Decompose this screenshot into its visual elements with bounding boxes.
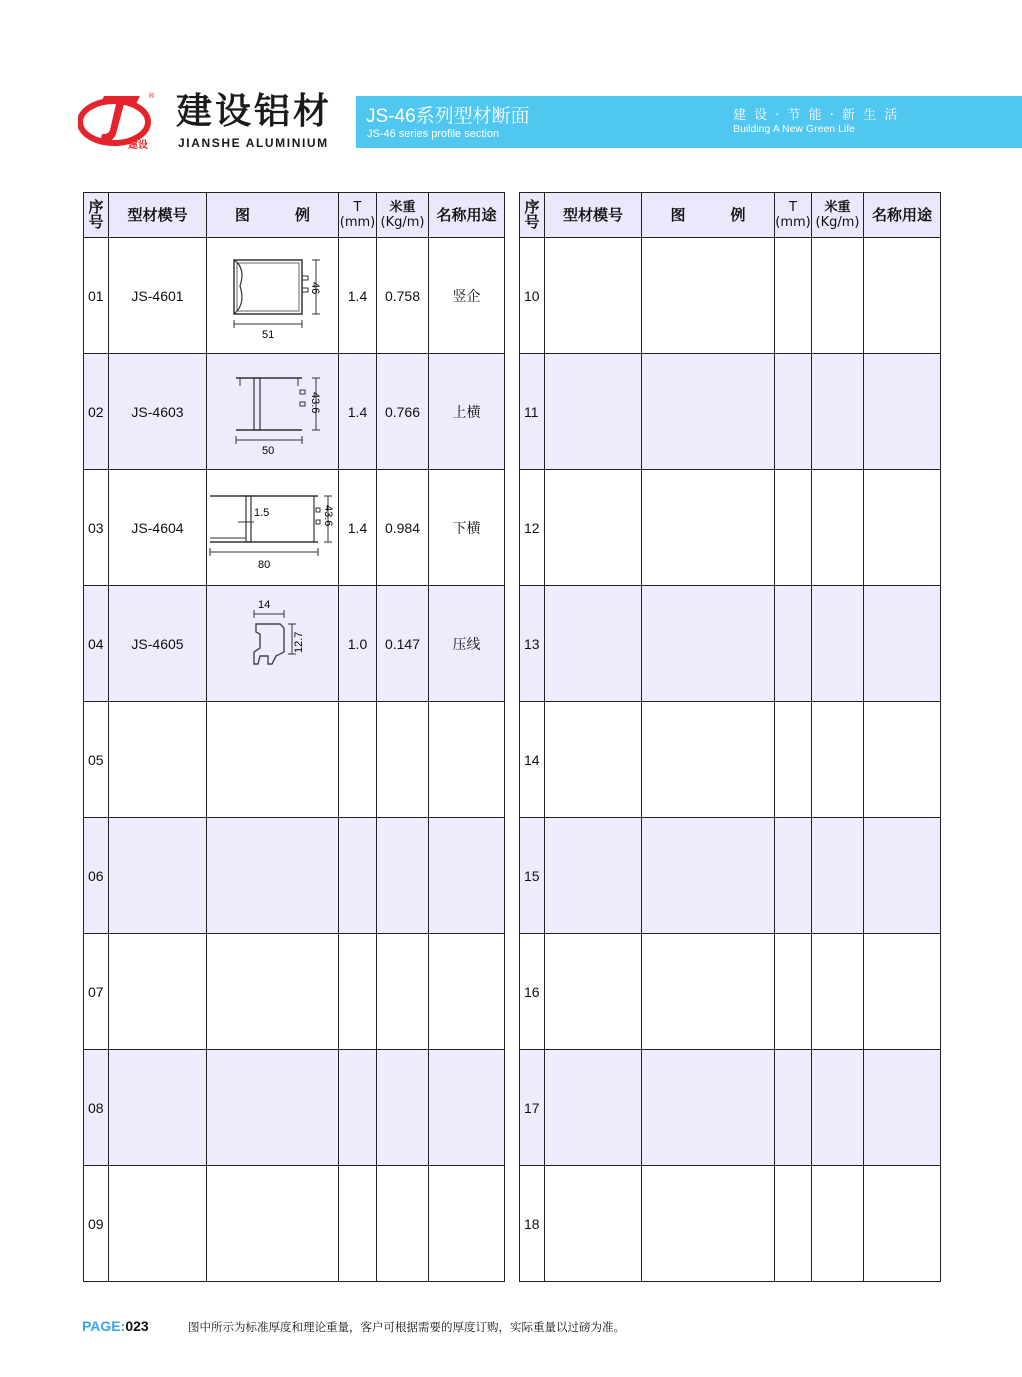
row-number: 13 — [520, 586, 545, 702]
svg-text:建设: 建设 — [128, 140, 148, 150]
brand-name-en: JIANSHE ALUMINIUM — [178, 136, 329, 150]
header-diagram: 图 例 — [642, 193, 775, 238]
row-number: 18 — [520, 1166, 545, 1282]
company-logo — [78, 88, 158, 150]
row-number: 07 — [84, 934, 109, 1050]
usage-value: 上横 — [429, 354, 505, 470]
table-row — [520, 238, 941, 354]
header-thickness: T (mm) — [339, 193, 377, 238]
brand-name-cn: 建设铝材 — [176, 91, 333, 132]
weight-value: 0.984 — [377, 470, 429, 586]
row-number: 16 — [520, 934, 545, 1050]
dim-width: 14 — [257, 598, 270, 611]
usage-value: 压线 — [429, 586, 505, 702]
footnote: 图中所示为标准厚度和理论重量，客户可根据需要的厚度订购，实际重量以过磅为准。 — [188, 1320, 625, 1334]
table-header-row — [84, 193, 505, 238]
thickness-value: 1.4 — [339, 354, 377, 470]
header-weight: 米重 (Kg/m) — [812, 193, 864, 238]
page-number: PAGE:023 — [82, 1318, 149, 1334]
thickness-value: 1.0 — [339, 586, 377, 702]
table-row — [520, 702, 941, 818]
table-row — [520, 354, 941, 470]
header-thickness: T (mm) — [775, 193, 812, 238]
table-row — [520, 1050, 941, 1166]
profile-diagram — [207, 470, 339, 586]
weight-value: 0.766 — [377, 354, 429, 470]
model-code: JS-4604 — [109, 470, 207, 586]
slogan-cn: 建 设 · 节 能 · 新 生 活 — [733, 108, 900, 123]
row-number: 01 — [84, 238, 109, 354]
row-number: 12 — [520, 470, 545, 586]
header-model: 型材模号 — [109, 193, 207, 238]
header-usage: 名称用途 — [864, 193, 941, 238]
usage-value: 竖企 — [429, 238, 505, 354]
header-weight: 米重 (Kg/m) — [377, 193, 429, 238]
weight-value: 0.758 — [377, 238, 429, 354]
banner-subtitle: JS-46 series profile section — [367, 128, 500, 140]
dim-width: 80 — [257, 558, 270, 571]
table-row — [520, 818, 941, 934]
title-banner — [356, 96, 1022, 148]
model-code: JS-4605 — [109, 586, 207, 702]
row-number: 02 — [84, 354, 109, 470]
model-code: JS-4603 — [109, 354, 207, 470]
dim-height: 46 — [308, 281, 321, 294]
table-row — [84, 586, 505, 702]
table-row — [84, 818, 505, 934]
table-row — [520, 1166, 941, 1282]
dim-height: 43.6 — [308, 391, 321, 413]
dim-height: 43.6 — [321, 504, 334, 526]
dim-height: 12.7 — [292, 631, 305, 653]
thickness-value: 1.4 — [339, 238, 377, 354]
row-number: 04 — [84, 586, 109, 702]
dim-thickness: 1.5 — [253, 506, 269, 519]
weight-value: 0.147 — [377, 586, 429, 702]
row-number: 11 — [520, 354, 545, 470]
header-seq: 序 号 — [520, 193, 545, 238]
table-row — [520, 934, 941, 1050]
row-number: 08 — [84, 1050, 109, 1166]
header-seq: 序 号 — [84, 193, 109, 238]
profile-table-left — [83, 192, 505, 1282]
dim-width: 50 — [261, 444, 274, 457]
header-usage: 名称用途 — [429, 193, 505, 238]
svg-text:®: ® — [148, 92, 155, 100]
row-number: 14 — [520, 702, 545, 818]
table-row — [84, 1050, 505, 1166]
profile-table-right — [519, 192, 941, 1282]
table-row — [520, 470, 941, 586]
row-number: 15 — [520, 818, 545, 934]
row-number: 10 — [520, 238, 545, 354]
table-row — [84, 354, 505, 470]
table-row — [520, 586, 941, 702]
row-number: 03 — [84, 470, 109, 586]
model-code: JS-4601 — [109, 238, 207, 354]
row-number: 05 — [84, 702, 109, 818]
profile-diagram — [207, 238, 339, 354]
row-number: 06 — [84, 818, 109, 934]
table-row — [84, 238, 505, 354]
table-row — [84, 702, 505, 818]
slogan-en: Building A New Green Life — [733, 123, 855, 135]
row-number: 17 — [520, 1050, 545, 1166]
usage-value: 下横 — [429, 470, 505, 586]
table-row — [84, 1166, 505, 1282]
table-row — [84, 470, 505, 586]
dim-width: 51 — [261, 328, 274, 341]
banner-title: JS-46系列型材断面 — [366, 106, 530, 127]
table-row — [84, 934, 505, 1050]
header-model: 型材模号 — [545, 193, 642, 238]
profile-diagram — [207, 354, 339, 470]
table-header-row — [520, 193, 941, 238]
profile-diagram — [207, 586, 339, 702]
header-diagram: 图 例 — [207, 193, 339, 238]
row-number: 09 — [84, 1166, 109, 1282]
thickness-value: 1.4 — [339, 470, 377, 586]
